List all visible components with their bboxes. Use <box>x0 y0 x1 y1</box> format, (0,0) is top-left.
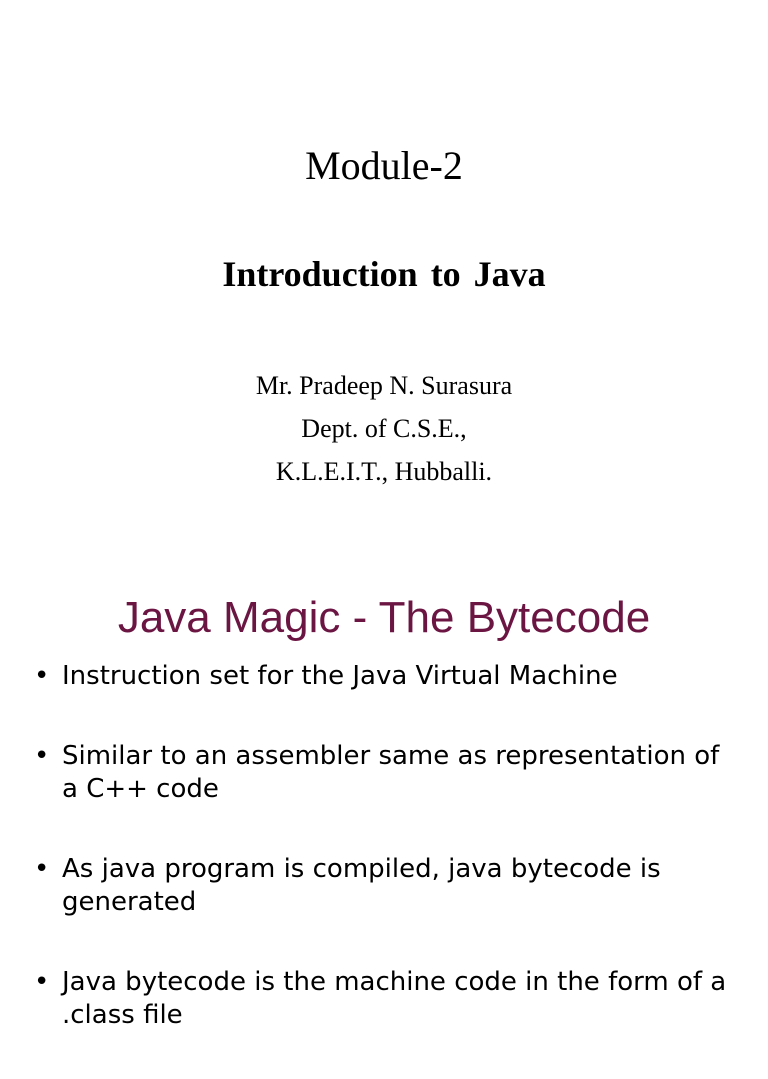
bullet-list <box>30 660 742 1079</box>
bullet-text: As java program is compiled, java bytecode is generated <box>62 854 661 917</box>
module-title: Module-2 <box>305 143 463 188</box>
slide-title: Java Magic - The Bytecode <box>117 593 651 642</box>
bytecode-slide <box>0 560 768 1030</box>
course-title: Introduction to Java <box>222 254 546 294</box>
list-item <box>30 740 742 806</box>
list-item <box>30 853 742 919</box>
author-institution: K.L.E.I.T., Hubballi. <box>275 457 493 486</box>
list-item <box>30 660 742 693</box>
author-block <box>0 364 768 493</box>
list-item <box>30 966 742 1032</box>
bullet-text: Instruction set for the Java Virtual Machine <box>62 661 618 691</box>
author-name: Mr. Pradeep N. Surasura <box>255 371 513 400</box>
bullet-icon: • <box>34 661 50 691</box>
bullet-text: Similar to an assembler same as representation of a C++ code <box>62 741 720 804</box>
bullet-icon: • <box>34 967 50 997</box>
author-department: Dept. of C.S.E., <box>301 414 467 443</box>
bullet-text: Java bytecode is the machine code in the form of a .class file <box>62 967 727 1030</box>
bullet-icon: • <box>34 741 50 771</box>
bullet-icon: • <box>34 854 50 884</box>
